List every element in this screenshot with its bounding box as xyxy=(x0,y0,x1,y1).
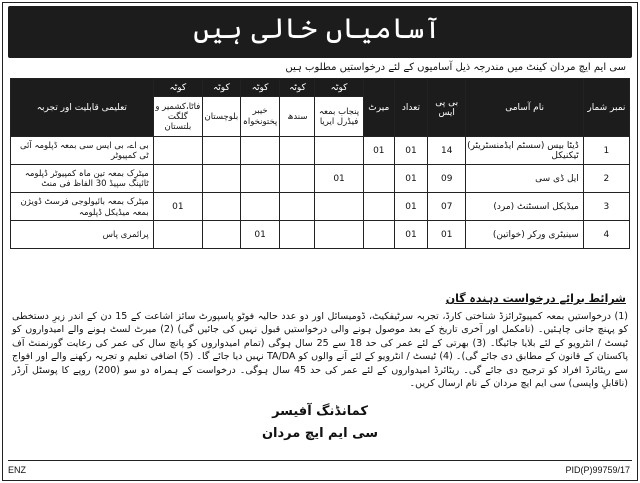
header-quota-5: کوٹہ xyxy=(153,79,202,97)
cell-merit xyxy=(363,165,394,193)
header-education: تعلیمی قابلیت اور تجربہ xyxy=(11,79,154,137)
cell-quota-punjab xyxy=(315,137,363,165)
cell-bps: 07 xyxy=(427,193,466,221)
cell-quota-balochistan xyxy=(202,221,240,249)
cell-no: 2 xyxy=(583,165,629,193)
header-count: تعداد xyxy=(394,79,427,137)
header-bps: بی پی ایس xyxy=(427,79,466,137)
cell-count: 01 xyxy=(394,137,427,165)
cell-quota-kpk xyxy=(240,165,280,193)
conditions-title: شرائط برائے درخواست دہندہ گان xyxy=(445,292,626,305)
table-row xyxy=(11,221,630,249)
cell-quota-fata xyxy=(153,137,202,165)
header-merit: میرٹ xyxy=(363,79,394,137)
cell-quota-fata xyxy=(153,165,202,193)
cell-education: بی اے، بی ایس سی بمعہ ڈپلومہ آئی ٹی کمپیوٹر xyxy=(11,137,154,165)
table-row xyxy=(11,137,630,165)
quota-kpk: خیبر پختونخواہ xyxy=(240,97,280,137)
cell-bps: 14 xyxy=(427,137,466,165)
posts-table xyxy=(10,78,630,249)
cell-no: 1 xyxy=(583,137,629,165)
cell-education: پرائمری پاس xyxy=(11,221,154,249)
cell-merit: 01 xyxy=(363,137,394,165)
quota-balochistan: بلوچستان xyxy=(202,97,240,137)
title-banner xyxy=(8,6,632,58)
table-row xyxy=(11,165,630,193)
cell-quota-kpk xyxy=(240,137,280,165)
cell-quota-fata xyxy=(153,221,202,249)
cell-post: ایل ڈی سی xyxy=(466,165,583,193)
conditions-body: (1) درخواستیں بمعہ کمپیوٹرائزڈ شناختی کارڈ، تجربہ سرٹیفکیٹ، ڈومیسائل اور دو عدد حالیہ فوٹو پاسپورٹ سائز اشاعت کے 15 دن کے اندر زیرِ دستخطی کو پہنچ جانی چاہئیں۔ (نامکمل اور آخری تاریخ کے بعد موصول ہونے والی درخواستیں قبول نہیں کی جائیں گی) (2) میرٹ لسٹ ہونے والے امیدواروں کو ٹیسٹ / انٹرویو کے لئے بلایا جائیگا۔ (3) بھرتی کے لئے عمر کی حد 18 سے 25 سال ہوگی (تمام امیدواروں کو پانچ سال کی عمر کی رعایت گورنمنٹ آف پاکستان کے قانون کے مطابق دی جائے گی)۔ (4) ٹیسٹ / انٹرویو کے لئے آنے والوں کو TA/DA نہیں دیا جائے گا۔ (5) اضافی تعلیم و تجربہ رکھنے والے اور افواج سے ریٹائرڈ افراد کو ترجیح دی جائے گی۔ ریٹائرڈ امیدواروں کے لئے عمر کی حد 45 سال ہوگی۔ درخواست کے ہمراہ دو سو (200) روپے کا پوسٹل آرڈر (ناقابلِ واپسی) سی ایم ایچ مردان کے نام ارسال کریں۔ xyxy=(12,311,628,390)
quota-fata: فاٹا،کشمیر و گلگت بلتستان xyxy=(153,97,202,137)
cell-education: میٹرک بمعہ تین ماہ کمپیوٹر ڈپلومہ ٹائپنگ سپیڈ 30 الفاظ فی منٹ xyxy=(11,165,154,193)
header-quota-2: کوٹہ xyxy=(280,79,315,97)
cell-quota-kpk xyxy=(240,193,280,221)
cell-quota-balochistan xyxy=(202,165,240,193)
header-quota-1: کوٹہ xyxy=(315,79,363,97)
header-no: نمبر شمار xyxy=(583,79,629,137)
cell-post: ڈیٹا بیس (سسٹم ایڈمنسٹریٹر) ٹیکنیکل xyxy=(466,137,583,165)
header-quota-3: کوٹہ xyxy=(240,79,280,97)
signature-subtitle: سی ایم ایچ مردان xyxy=(261,426,379,441)
quota-sindh: سندھ xyxy=(280,97,315,137)
cell-quota-punjab xyxy=(315,221,363,249)
cell-bps: 09 xyxy=(427,165,466,193)
cell-no: 4 xyxy=(583,221,629,249)
header-quota-4: کوٹہ xyxy=(202,79,240,97)
banner-title: آسامیاں خالی ہیں xyxy=(193,12,441,45)
cell-quota-sindh xyxy=(280,193,315,221)
cell-quota-sindh xyxy=(280,137,315,165)
footer-divider xyxy=(8,460,632,461)
signature-title: کمانڈنگ آفیسر xyxy=(272,404,368,419)
cell-merit xyxy=(363,193,394,221)
cell-quota-balochistan xyxy=(202,193,240,221)
quota-punjab: پنجاب بمعہ فیڈرل ایریا xyxy=(315,97,363,137)
table-row xyxy=(11,193,630,221)
cell-post: میڈیکل اسسٹنٹ (مرد) xyxy=(466,193,583,221)
cell-count: 01 xyxy=(394,165,427,193)
cell-count: 01 xyxy=(394,221,427,249)
cell-education: میٹرک بمعہ بائیولوجی فرسٹ ڈویژن بمعہ میڈیکل ڈپلومہ xyxy=(11,193,154,221)
header-post: نام آسامی xyxy=(466,79,583,137)
cell-bps: 01 xyxy=(427,221,466,249)
cell-quota-punjab: 01 xyxy=(315,165,363,193)
cell-quota-punjab xyxy=(315,193,363,221)
cell-quota-sindh xyxy=(280,165,315,193)
cell-post: سینیٹری ورکر (خواتین) xyxy=(466,221,583,249)
intro-text: سی ایم ایچ مردان کینٹ میں مندرجہ ذیل آسامیوں کے لئے درخواستیں مطلوب ہیں xyxy=(285,62,626,73)
cell-quota-kpk: 01 xyxy=(240,221,280,249)
cell-no: 3 xyxy=(583,193,629,221)
footer-pid: PID(P)99759/17 xyxy=(565,465,630,475)
cell-quota-fata: 01 xyxy=(153,193,202,221)
footer-code-left: ENZ xyxy=(8,465,26,475)
cell-quota-sindh xyxy=(280,221,315,249)
cell-quota-balochistan xyxy=(202,137,240,165)
cell-merit xyxy=(363,221,394,249)
cell-count: 01 xyxy=(394,193,427,221)
